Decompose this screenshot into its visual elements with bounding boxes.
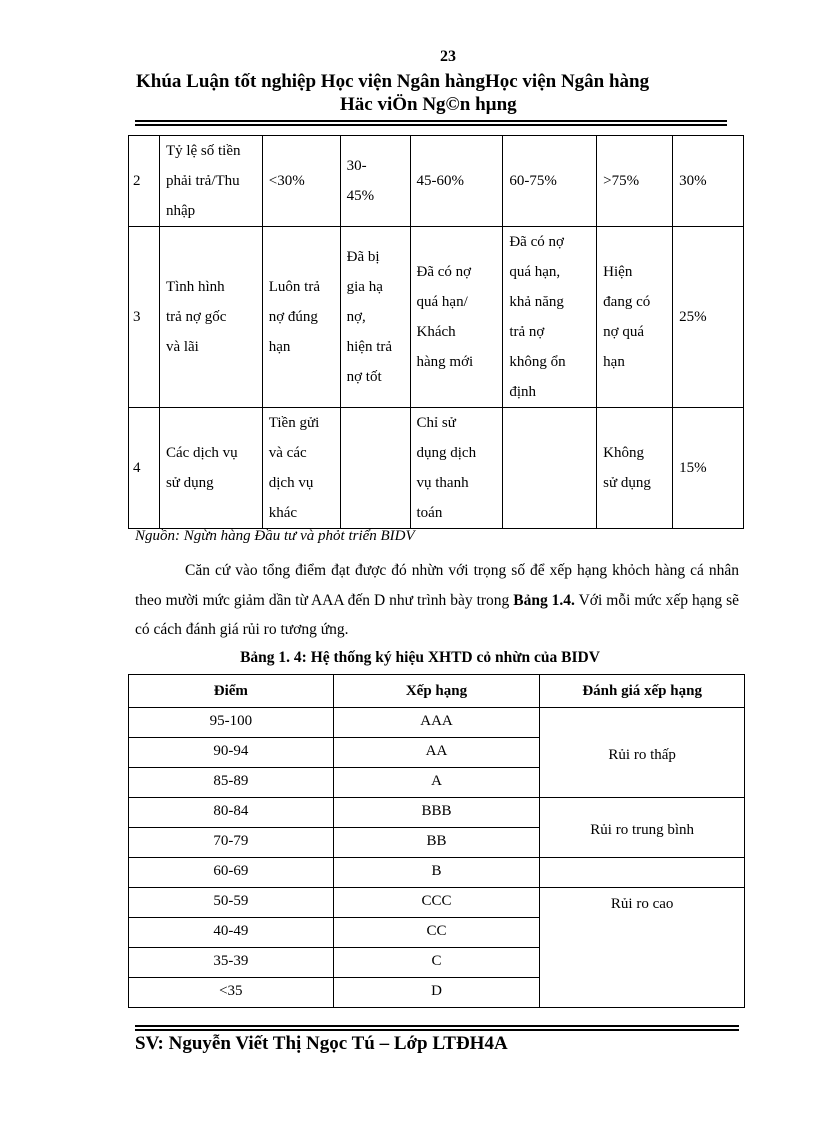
level-cell-line: Đã có nợ	[416, 264, 472, 280]
level-cell-line: 60-75%	[509, 173, 557, 189]
level-cell-line: hiện trả	[346, 339, 393, 355]
footer-divider	[135, 1025, 739, 1031]
level-cell-line: Đã bị	[346, 249, 380, 265]
weight-cell: 30%	[673, 136, 744, 227]
header-title: Khúa Luận tốt nghiệp Học viện Ngân hàngHọc viện Ngân hàng	[136, 71, 650, 92]
level-cell-line: nợ tốt	[346, 369, 382, 385]
level-cell-line: <30%	[268, 173, 305, 189]
level-cell-line: Hiện	[603, 264, 633, 280]
table-row	[129, 708, 745, 738]
level-cell-line: toán	[416, 505, 443, 521]
level-cell	[410, 136, 503, 227]
row-number-cell: 2	[129, 136, 160, 227]
score-cell: 40-49	[129, 918, 334, 948]
level-cell-line: Chỉ sử	[416, 415, 456, 431]
level-cell-line: gia hạ	[346, 279, 383, 295]
criterion-cell-line: phải trả/Thu	[165, 173, 240, 189]
score-cell: 60-69	[129, 858, 334, 888]
level-cell	[262, 136, 340, 227]
rating-cell: CC	[333, 918, 540, 948]
footer-student: SV: Nguyễn Viết Thị Ngọc Tú – Lớp LTĐH4A	[135, 1033, 508, 1054]
level-cell-line: không ổn	[509, 354, 566, 370]
level-cell-line: hạn	[603, 354, 625, 370]
score-cell: 85-89	[129, 768, 334, 798]
level-cell	[597, 408, 673, 529]
level-cell-line: hàng mới	[416, 354, 474, 370]
level-cell	[340, 227, 410, 408]
level-cell-line: đang có	[603, 294, 651, 310]
level-cell-line: 30-	[346, 158, 367, 174]
table-row	[129, 888, 745, 918]
criterion-cell-line: nhập	[165, 203, 196, 219]
paragraph-text: Căn cứ vào tổng điểm đạt được đó nhừn với trọng số để xếp hạng khỏch hàng cá nhân theo mười mức giảm dần từ AAA đến D như trình bày trong	[135, 562, 739, 609]
score-cell: 35-39	[129, 948, 334, 978]
level-cell-line: quá hạn,	[509, 264, 561, 280]
table-reference: Bảng 1.4.	[513, 591, 575, 609]
level-cell-line: nợ đúng	[268, 309, 318, 325]
criterion-cell	[159, 408, 262, 529]
level-cell-line: trả nợ	[509, 324, 545, 340]
score-cell: 90-94	[129, 738, 334, 768]
level-cell	[340, 136, 410, 227]
header-divider	[135, 120, 727, 126]
risk-medium-cell: Rủi ro trung bình	[540, 798, 745, 858]
paragraph-text-end: Với mỗi mức xếp hạng sẽ có cách đánh giá rủi ro tương ứng.	[135, 591, 739, 638]
criterion-cell	[159, 136, 262, 227]
level-cell-line: khác	[268, 505, 298, 521]
level-cell-line: Không	[603, 445, 644, 461]
row-number-cell: 3	[129, 227, 160, 408]
level-cell	[503, 136, 597, 227]
risk-low-cell: Rủi ro thấp	[540, 708, 745, 798]
level-cell-line: định	[509, 384, 536, 400]
rating-cell: B	[333, 858, 540, 888]
level-cell	[410, 227, 503, 408]
rating-cell: C	[333, 948, 540, 978]
criteria-table	[128, 135, 744, 529]
risk-high-cell: Rủi ro cao	[540, 888, 745, 1008]
level-cell-line: hạn	[268, 339, 291, 355]
rating-header-row	[129, 675, 745, 708]
score-cell: 95-100	[129, 708, 334, 738]
rating-cell: AA	[333, 738, 540, 768]
level-cell	[503, 227, 597, 408]
body-paragraph	[135, 556, 739, 645]
header-assessment: Đánh giá xếp hạng	[540, 675, 745, 708]
level-cell-line: nợ quá	[603, 324, 644, 340]
level-cell-line: khả năng	[509, 294, 564, 310]
rating-cell: CCC	[333, 888, 540, 918]
level-cell-line: 45-60%	[416, 173, 464, 189]
criterion-cell	[159, 227, 262, 408]
level-cell-line: >75%	[603, 173, 640, 189]
table-caption: Bảng 1. 4: Hệ thống ký hiệu XHTD cỏ nhừn của BIDV	[240, 649, 600, 666]
level-cell-line: Tiền gửi	[268, 415, 320, 431]
level-cell	[597, 227, 673, 408]
criteria-row	[129, 408, 744, 529]
rating-table	[128, 674, 745, 1008]
weight-cell: 15%	[673, 408, 744, 529]
level-cell	[262, 408, 340, 529]
rating-cell: BBB	[333, 798, 540, 828]
level-cell-line: Luôn trả	[268, 279, 320, 295]
score-cell: <35	[129, 978, 334, 1008]
risk-empty-cell	[540, 858, 745, 888]
level-cell-line: và các	[268, 445, 307, 461]
level-cell	[410, 408, 503, 529]
level-cell-line: Khách	[416, 324, 456, 340]
table-row	[129, 798, 745, 828]
score-cell: 80-84	[129, 798, 334, 828]
level-cell	[503, 408, 597, 529]
criteria-row	[129, 227, 744, 408]
header-score: Điểm	[129, 675, 334, 708]
criterion-cell-line: Tỷ lệ số tiền	[165, 143, 241, 159]
level-cell-line: 45%	[346, 188, 375, 204]
level-cell-line: dịch vụ	[268, 475, 314, 491]
score-cell: 70-79	[129, 828, 334, 858]
weight-cell: 25%	[673, 227, 744, 408]
criterion-cell-line: và lãi	[165, 339, 199, 355]
criterion-cell-line: Tình hình	[165, 279, 225, 295]
level-cell-line: dụng dịch	[416, 445, 477, 461]
level-cell	[340, 408, 410, 529]
rating-cell: AAA	[333, 708, 540, 738]
header-rating: Xếp hạng	[333, 675, 540, 708]
page-number: 23	[440, 48, 456, 65]
rating-cell: D	[333, 978, 540, 1008]
header-subtitle: Häc viÖn Ng©n hµng	[340, 94, 517, 115]
level-cell-line: vụ thanh	[416, 475, 469, 491]
level-cell-line: quá hạn/	[416, 294, 468, 310]
row-number-cell: 4	[129, 408, 160, 529]
rating-cell: BB	[333, 828, 540, 858]
level-cell-line: sử dụng	[603, 475, 651, 491]
level-cell	[262, 227, 340, 408]
source-note: Nguồn: Ngừn hàng Đầu tư và phỏt triển BIDV	[135, 528, 415, 544]
criterion-cell-line: sử dụng	[165, 475, 214, 491]
criteria-row	[129, 136, 744, 227]
criterion-cell-line: Các dịch vụ	[165, 445, 238, 461]
criterion-cell-line: trả nợ gốc	[165, 309, 227, 325]
level-cell-line: Đã có nợ	[509, 234, 564, 250]
score-cell: 50-59	[129, 888, 334, 918]
table-row	[129, 858, 745, 888]
level-cell-line: nợ,	[346, 309, 366, 325]
rating-cell: A	[333, 768, 540, 798]
level-cell	[597, 136, 673, 227]
